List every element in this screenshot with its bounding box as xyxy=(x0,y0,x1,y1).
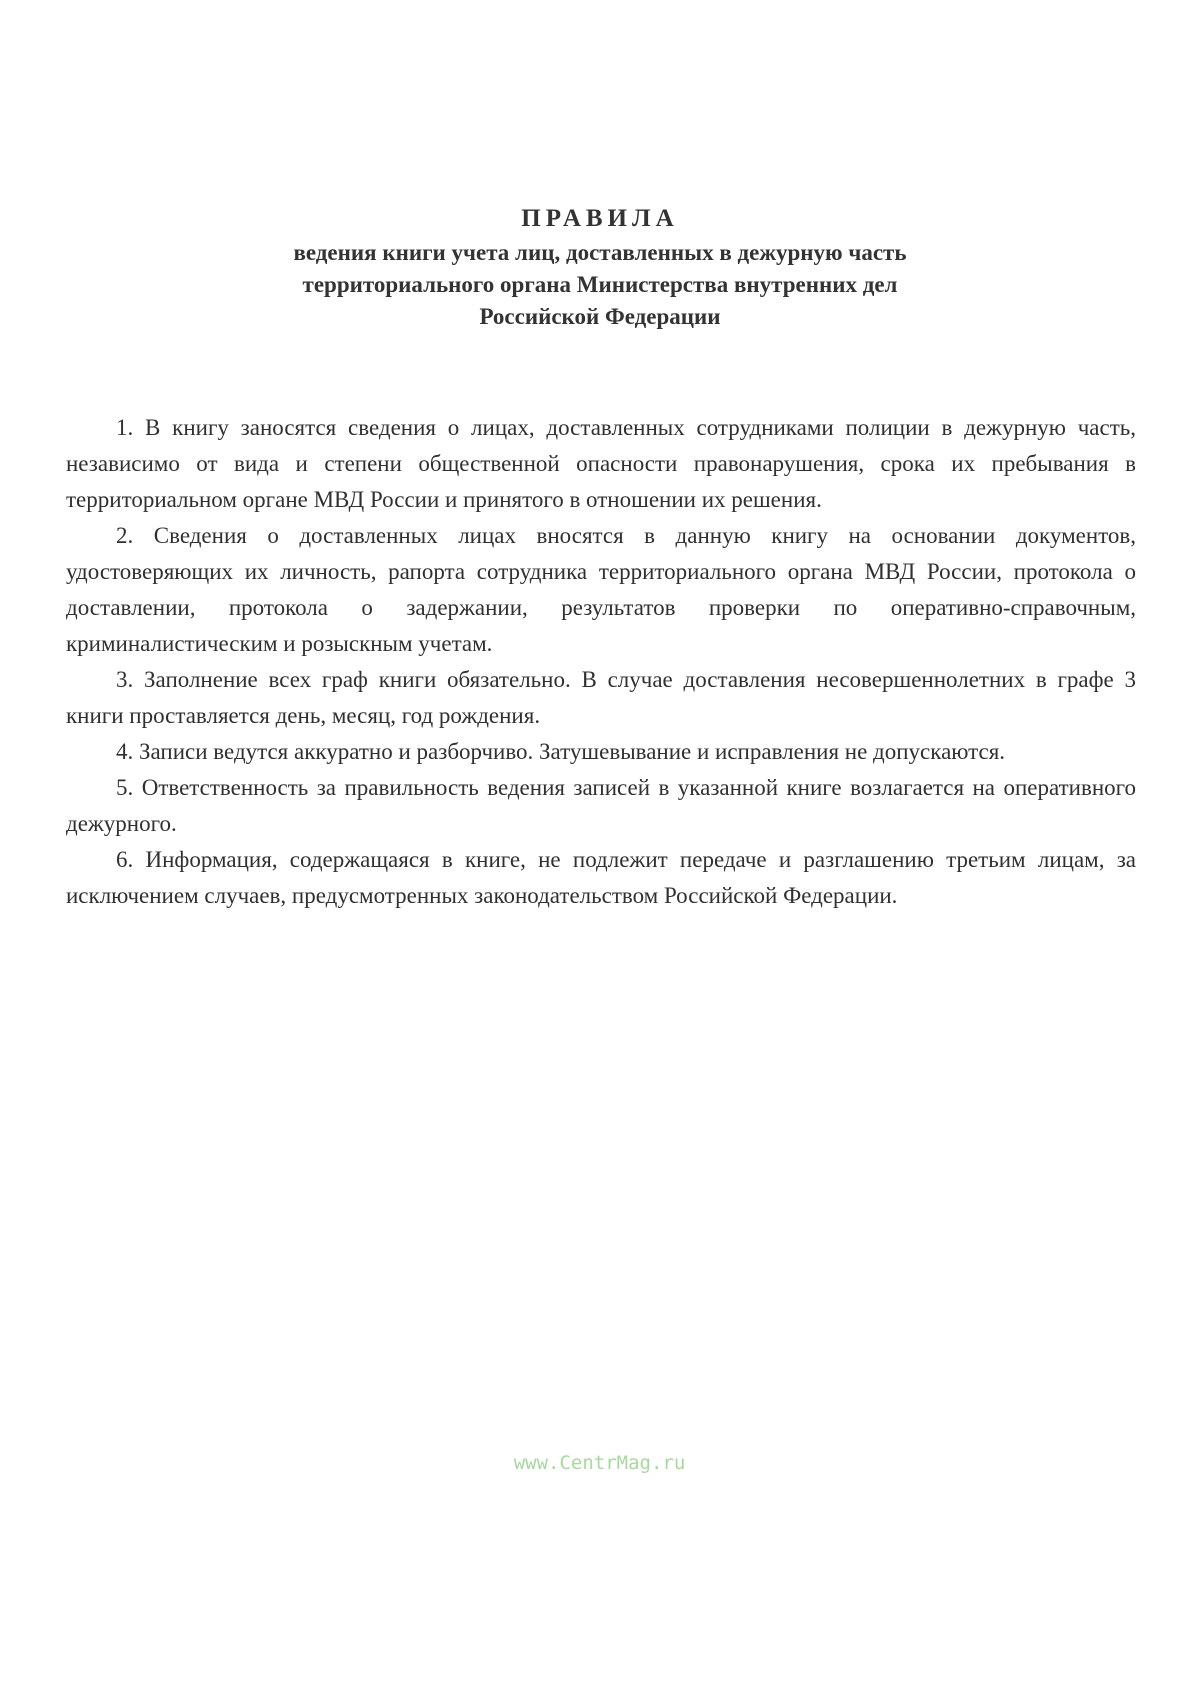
rule-paragraph-5: 5. Ответственность за правильность ведения записей в указанной книге возлагается на оперативного дежурного. xyxy=(66,775,1136,836)
subtitle-line: ведения книги учета лиц, доставленных в дежурную часть xyxy=(293,240,907,265)
document-header xyxy=(140,203,1060,333)
document-body xyxy=(66,410,1136,914)
rule-paragraph-6: 6. Информация, содержащаяся в книге, не подлежит передаче и разглашению третьим лицам, за исключением случаев, предусмотренных законодательством Российской Федерации. xyxy=(66,847,1136,908)
rule-paragraph-4: 4. Записи ведутся аккуратно и разборчиво. Затушевывание и исправления не допускаются. xyxy=(116,739,1006,764)
document-title: ПРАВИЛА xyxy=(521,205,679,232)
rule-paragraph-1: 1. В книгу заносятся сведения о лицах, доставленных сотрудниками полиции в дежурную часть, независимо от вида и степени общественной опасности правонарушения, срока их пребывания в территориальном органе МВД России и принятого в отношении их решения. xyxy=(66,415,1136,512)
rule-paragraph-2: 2. Сведения о доставленных лицах вносятся в данную книгу на основании документов, удостоверяющих их личность, рапорта сотрудника территориального органа МВД России, протокола о доставлении, протокола о задержании, результатов проверки по оперативно-справочным, криминалистическим и розыскным учетам. xyxy=(66,523,1136,656)
rule-paragraph-3: 3. Заполнение всех граф книги обязательно. В случае доставления несовершеннолетних в графе 3 книги проставляется день, месяц, год рождения. xyxy=(66,667,1136,728)
document-subtitle xyxy=(140,237,1060,333)
site-watermark: www.CentrMag.ru xyxy=(513,1452,686,1474)
subtitle-line: территориального органа Министерства внутренних дел xyxy=(302,272,898,297)
subtitle-line: Российской Федерации xyxy=(479,304,721,329)
